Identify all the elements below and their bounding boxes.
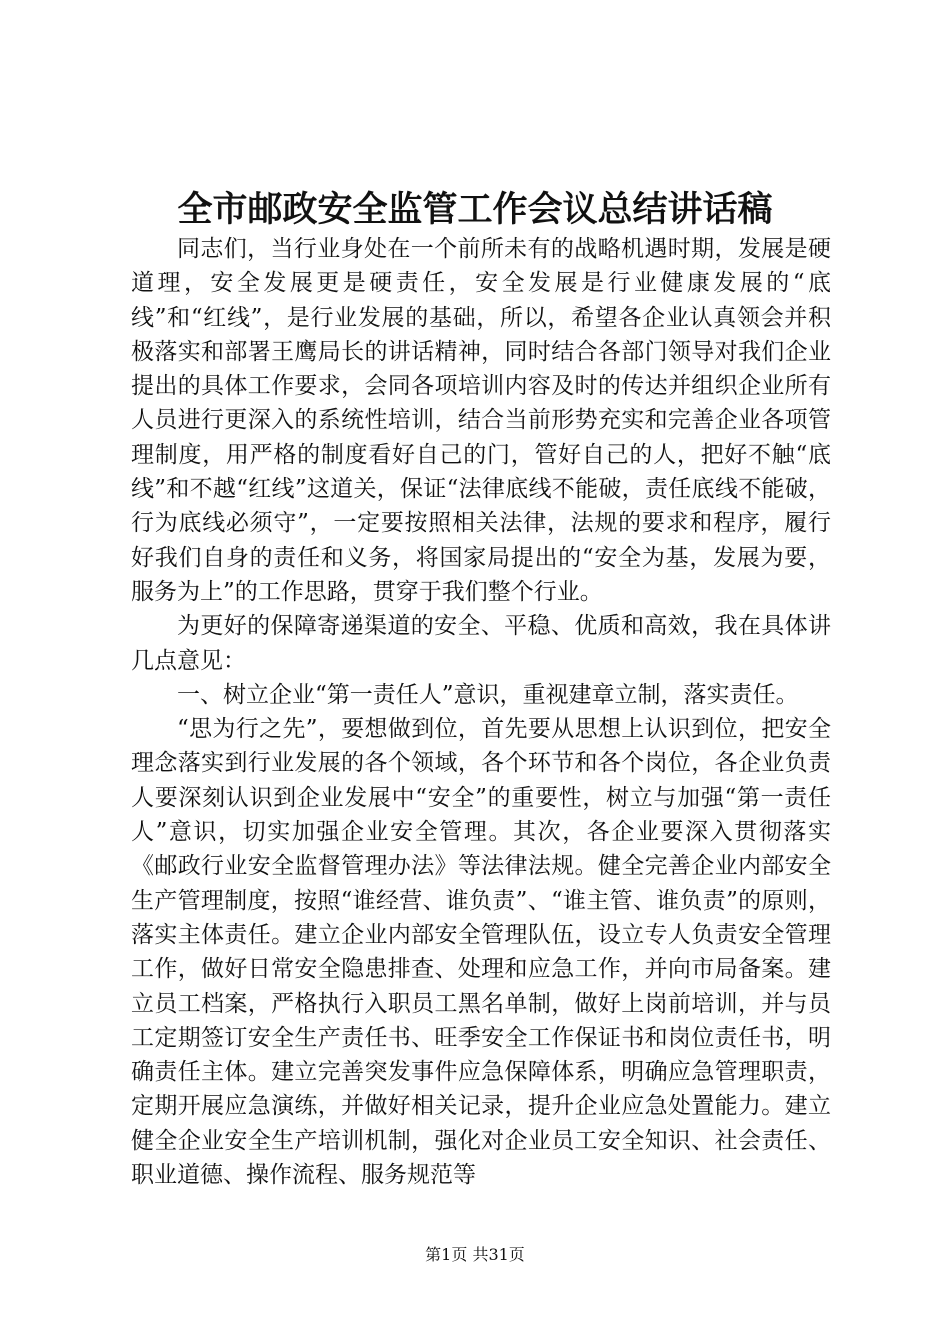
document-body bbox=[131, 232, 831, 1192]
paragraph-4: “思为行之先”，要想做到位，首先要从思想上认识到位，把安全理念落实到行业发展的各个领域，各个环节和各个岗位，各企业负责人要深刻认识到企业发展中“安全”的重要性，树立与加强“第一责任人”意识，切实加强企业安全管理。其次，各企业要深入贯彻落实《邮政行业安全监督管理办法》等法律法规。健全完善企业内部安全生产管理制度，按照“谁经营、谁负责”、“谁主管、谁负责”的原则，落实主体责任。建立企业内部安全管理队伍，设立专人负责安全管理工作，做好日常安全隐患排查、处理和应急工作，并向市局备案。建立员工档案，严格执行入职员工黑名单制，做好上岗前培训，并与员工定期签订安全生产责任书、旺季安全工作保证书和岗位责任书，明确责任主体。建立完善突发事件应急保障体系，明确应急管理职责，定期开展应急演练，并做好相关记录，提升企业应急处置能力。建立健全企业安全生产培训机制，强化对企业员工安全知识、社会责任、职业道德、操作流程、服务规范等 bbox=[131, 716, 831, 1189]
document-title: 全市邮政安全监管工作会议总结讲话稿 bbox=[177, 189, 773, 230]
paragraph-2: 为更好的保障寄递渠道的安全、平稳、优质和高效，我在具体讲几点意见： bbox=[131, 613, 831, 674]
paragraph-1: 同志们，当行业身处在一个前所未有的战略机遇时期，发展是硬道理，安全发展更是硬责任，安全发展是行业健康发展的“底线”和“红线”，是行业发展的基础，所以，希望各企业认真领会并积极落实和部署王鹰局长的讲话精神，同时结合各部门领导对我们企业提出的具体工作要求，会同各项培训内容及时的传达并组织企业所有人员进行更深入的系统性培训，结合当前形势充实和完善企业各项管理制度，用严格的制度看好自己的门，管好自己的人，把好不触“底线”和不越“红线”这道关，保证“法律底线不能破，责任底线不能破，行为底线必须守”，一定要按照相关法律，法规的要求和程序，履行好我们自身的责任和义务，将国家局提出的“安全为基，发展为要，服务为上”的工作思路，贯穿于我们整个行业。 bbox=[131, 236, 831, 605]
paragraph-3: 一、树立企业“第一责任人”意识，重视建章立制，落实责任。 bbox=[177, 681, 799, 708]
page-number-footer: 第1页 共31页 bbox=[425, 1245, 525, 1264]
